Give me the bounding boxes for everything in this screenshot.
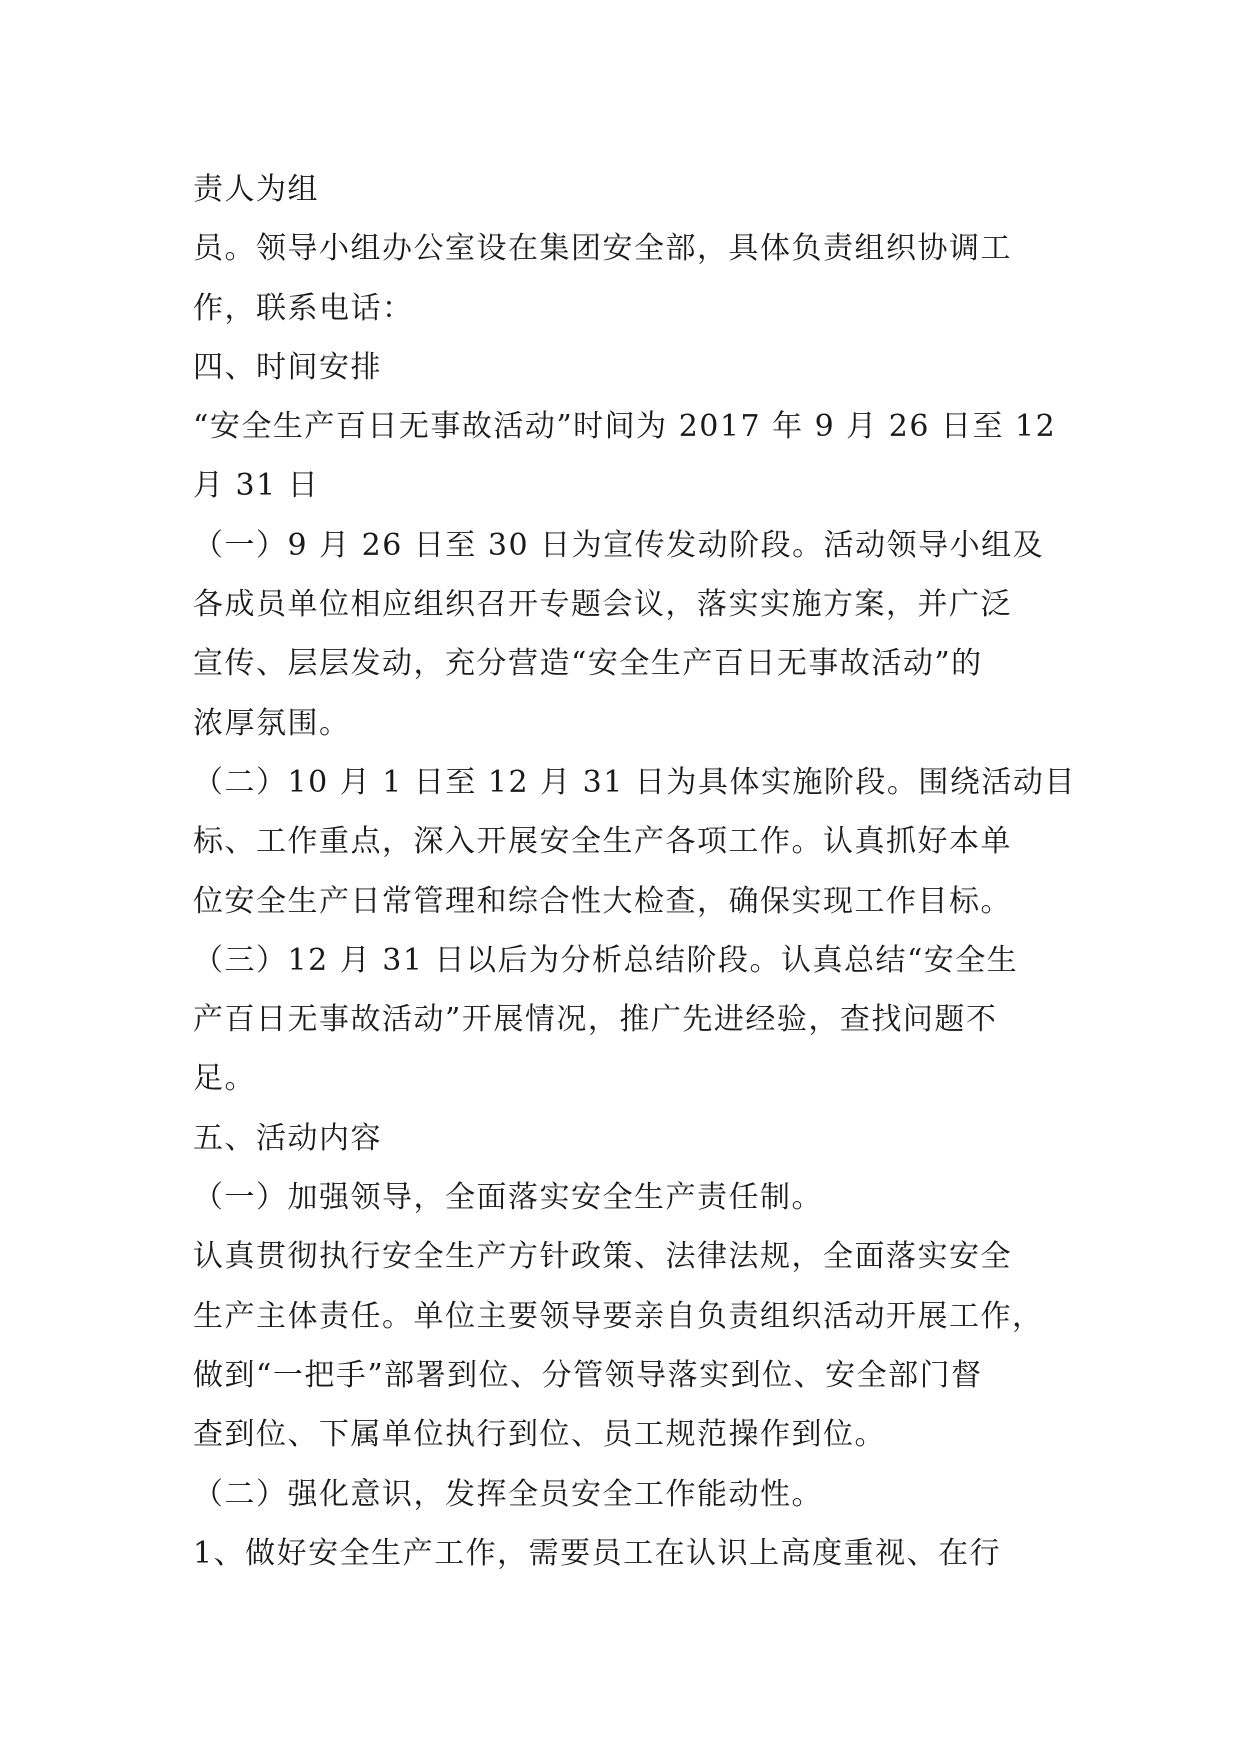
text-line: 责人为组: [193, 172, 319, 207]
text-line: 查到位、下属单位执行到位、员工规范操作到位。: [193, 1417, 886, 1453]
text-line: 标、工作重点，深入开展安全生产各项工作。认真抓好本单: [193, 824, 1012, 860]
section-heading-time-schedule: 四、时间安排: [193, 349, 382, 385]
text-line: 员。领导小组办公室设在集团安全部，具体负责组织协调工: [193, 231, 1012, 267]
text-line: 1、做好安全生产工作，需要员工在认识上高度重视、在行: [193, 1535, 1002, 1571]
text-line: 各成员单位相应组织召开专题会议，落实实施方案，并广泛: [193, 587, 1012, 623]
text-line: 宣传、层层发动，充分营造“安全生产百日无事故活动”的: [193, 646, 983, 682]
text-line: （一）加强领导，全面落实安全生产责任制。: [193, 1180, 823, 1216]
text-line: （三）12 月 31 日以后为分析总结阶段。认真总结“安全生: [193, 942, 1019, 978]
text-line: 产百日无事故活动”开展情况，推广先进经验，查找问题不: [193, 1002, 998, 1038]
section-heading-activity-content: 五、活动内容: [193, 1120, 382, 1156]
text-line: 作，联系电话：: [193, 290, 414, 326]
text-line: 足。: [193, 1061, 256, 1097]
text-line: 认真贯彻执行安全生产方针政策、法律法规，全面落实安全: [193, 1239, 1012, 1275]
text-line: “安全生产百日无事故活动”时间为 2017 年 9 月 26 日至 12: [193, 409, 1057, 445]
text-line: （一）9 月 26 日至 30 日为宣传发动阶段。活动领导小组及: [193, 527, 1045, 563]
text-line: 浓厚氛围。: [193, 705, 351, 741]
text-line: 生产主体责任。单位主要领导要亲自负责组织活动开展工作，: [193, 1298, 1044, 1334]
text-line: 月 31 日: [193, 468, 320, 504]
text-line: （二）10 月 1 日至 12 月 31 日为具体实施阶段。围绕活动目: [193, 764, 1076, 800]
text-line: （二）强化意识，发挥全员安全工作能动性。: [193, 1476, 823, 1512]
document-body: [193, 160, 1076, 1583]
text-line: 位安全生产日常管理和综合性大检查，确保实现工作目标。: [193, 883, 1012, 919]
text-line: 做到“一把手”部署到位、分管领导落实到位、安全部门督: [193, 1357, 983, 1393]
